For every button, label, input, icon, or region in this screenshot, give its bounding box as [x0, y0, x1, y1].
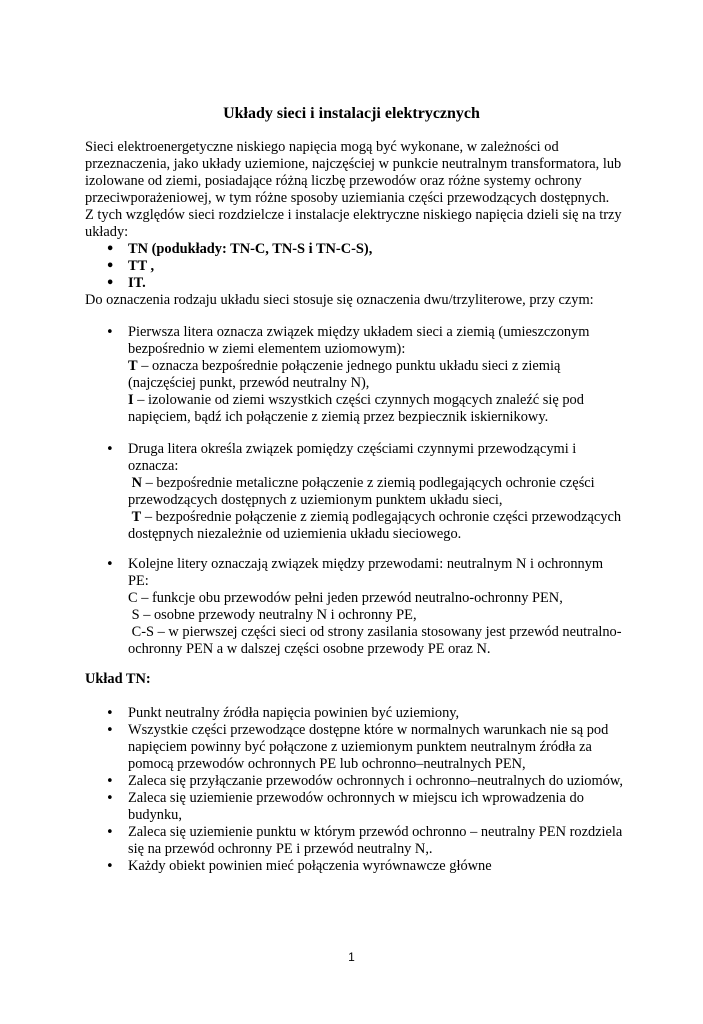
- text-line: ochronny PEN a w dalszej części osobne przewody PE oraz N.: [128, 641, 491, 657]
- text-line: S – osobne przewody neutralny N i ochronny PE,: [128, 607, 417, 623]
- page-title: Układy sieci i instalacji elektrycznych: [223, 105, 480, 122]
- text-line: napięciem, bądź ich połączenie z ziemią przez bezpiecznik iskiernikowy.: [128, 409, 549, 425]
- text-line: (najczęściej punkt, przewód neutralny N),: [128, 375, 370, 391]
- tn-heading-block: [85, 671, 625, 688]
- tn-section: [85, 705, 625, 875]
- text-line: T – bezpośrednie połączenie z ziemią podlegających ochronie części przewodzących: [131, 509, 622, 525]
- text-line: przewodzących dostępnych z uziemionym punktem układu sieci,: [128, 492, 503, 508]
- page-number: 1: [348, 950, 355, 964]
- first-letter-section: [85, 324, 625, 426]
- intro-line: Sieci elektroenergetyczne niskiego napięcia mogą być wykonane, w zależności od: [85, 139, 559, 155]
- list-item: [85, 556, 625, 658]
- list-item: • Zaleca się uziemienie przewodów ochronnych w miejscu ich wprowadzenia do budynku,: [85, 790, 625, 824]
- tn-list: [85, 705, 625, 875]
- text-line: bezpośrednio w ziemi elementem uziomowym):: [128, 341, 406, 357]
- list-item: [85, 324, 625, 426]
- intro-line: izolowane od ziemi, posiadające różną liczbę przewodów oraz różne systemy ochrony: [85, 173, 582, 189]
- text-line: C – funkcje obu przewodów pełni jeden przewód neutralno-ochronny PEN,: [128, 590, 563, 606]
- list-item: • Zaleca się uziemienie punktu w którym przewód ochronno – neutralny PEN rozdziela się na przewód ochronny PE i przewód neutralny N,.: [85, 824, 625, 858]
- intro-section: [85, 139, 625, 309]
- list-item: • IT.: [85, 275, 625, 292]
- text-line: • Pierwsza litera oznacza związek między układem sieci a ziemią (umieszczonym: [128, 324, 590, 340]
- intro-line: przeznaczenia, jako układy uziemione, najczęściej w punkcie neutralnym transformatora, lub: [85, 156, 622, 172]
- text-line: • Druga litera określa związek pomiędzy częściami czynnymi przewodzącymi i: [128, 441, 577, 457]
- intro-line: Z tych względów sieci rozdzielcze i instalacje elektryczne niskiego napięcia dzieli się na trzy: [85, 207, 622, 223]
- systems-list: [85, 241, 625, 292]
- second-letter-section: [85, 441, 625, 543]
- list-item: • TT ,: [85, 258, 625, 275]
- text-line: C-S – w pierwszej części sieci od strony zasilania stosowany jest przewód neutralno-: [128, 624, 622, 640]
- list-item: • Zaleca się przyłączanie przewodów ochronnych i ochronno–neutralnych do uziomów,: [85, 773, 625, 790]
- letter-t: T: [128, 358, 138, 374]
- text-line: N – bezpośrednie metaliczne połączenie z ziemią podlegających ochronie części: [131, 475, 595, 491]
- intro-after: Do oznaczenia rodzaju układu sieci stosuje się oznaczenia dwu/trzyliterowe, przy czym:: [85, 292, 594, 308]
- next-letters-section: [85, 556, 625, 658]
- letter-n: N: [131, 475, 143, 491]
- text-line: oznacza:: [128, 458, 179, 474]
- letter-i: I: [128, 392, 134, 408]
- list-item: • Wszystkie części przewodzące dostępne które w normalnych warunkach nie są pod napięciem powinny być połączone z uziemionym punktem neutralnym źródła za pomocą przewodów ochronnych PE lub ochronno–neutralnych PEN,: [85, 722, 625, 773]
- text-line: PE:: [128, 573, 149, 589]
- text-line: • Kolejne litery oznaczają związek między przewodami: neutralnym N i ochronnym: [128, 556, 604, 572]
- list-item: • Każdy obiekt powinien mieć połączenia wyrównawcze główne: [85, 858, 625, 875]
- text-line: T – oznacza bezpośrednie połączenie jednego punktu układu sieci z ziemią: [128, 358, 561, 374]
- list-item: [85, 441, 625, 543]
- list-item: • Punkt neutralny źródła napięcia powinien być uziemiony,: [85, 705, 625, 722]
- intro-line: układy:: [85, 224, 129, 240]
- section-heading: Układ TN:: [85, 671, 151, 687]
- letter-t: T: [131, 509, 142, 525]
- text-line: I – izolowanie od ziemi wszystkich części czynnych mogących znaleźć się pod: [128, 392, 584, 408]
- text-line: dostępnych niezależnie od uziemienia układu sieciowego.: [128, 526, 462, 542]
- list-item: • TN (podukłady: TN-C, TN-S i TN-C-S),: [85, 241, 625, 258]
- intro-line: przeciwporażeniowej, w tym różne sposoby uziemiania części przewodzących dostępnych.: [85, 190, 610, 206]
